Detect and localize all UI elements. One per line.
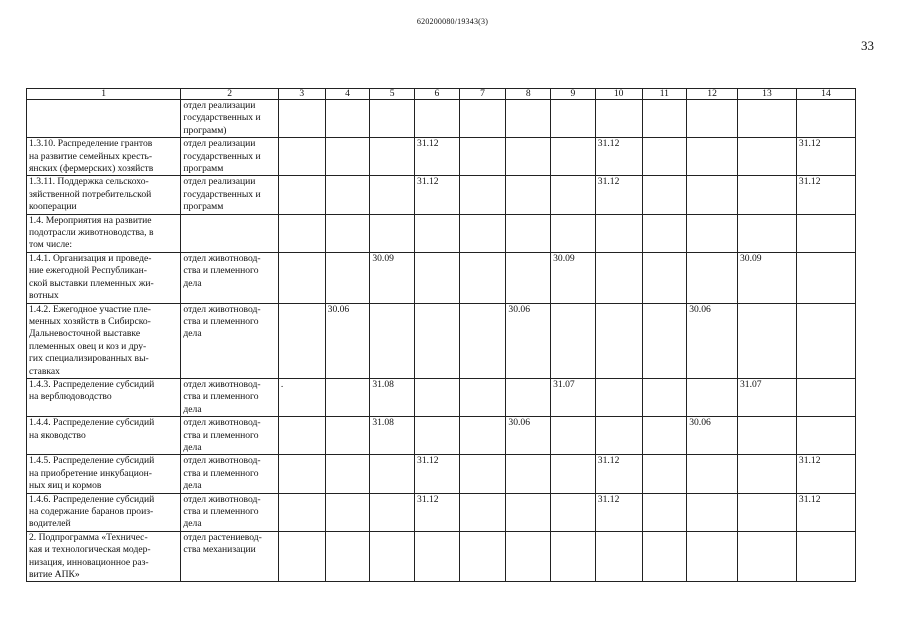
- deadline-cell: [415, 378, 460, 416]
- activity-cell: 1.4. Мероприятия на развитие подотрасли животноводства, в том числе:: [27, 214, 181, 252]
- deadline-cell: [595, 303, 642, 378]
- deadline-cell: 31.07: [737, 378, 796, 416]
- deadline-cell: [325, 455, 370, 493]
- deadline-cell: [737, 417, 796, 455]
- deadline-cell: [551, 455, 596, 493]
- deadline-cell: [737, 455, 796, 493]
- deadline-cell: 31.08: [370, 417, 415, 455]
- column-header: 12: [687, 89, 738, 100]
- deadline-cell: [642, 493, 687, 531]
- deadline-cell: [278, 303, 325, 378]
- deadline-cell: [642, 531, 687, 582]
- deadline-cell: [278, 214, 325, 252]
- deadline-cell: [687, 378, 738, 416]
- deadline-cell: 30.06: [687, 417, 738, 455]
- deadline-cell: 30.06: [687, 303, 738, 378]
- column-header: 10: [595, 89, 642, 100]
- deadline-cell: [506, 378, 551, 416]
- deadline-cell: [370, 100, 415, 138]
- deadline-cell: [796, 100, 855, 138]
- deadline-cell: [595, 378, 642, 416]
- deadline-cell: [687, 138, 738, 176]
- deadline-cell: [506, 138, 551, 176]
- column-header: 2: [181, 89, 279, 100]
- deadline-cell: [278, 252, 325, 303]
- deadline-cell: 30.09: [737, 252, 796, 303]
- deadline-cell: [370, 493, 415, 531]
- column-header: 14: [796, 89, 855, 100]
- deadline-cell: [415, 252, 460, 303]
- activity-cell: 1.4.4. Распределение субсидий на яководство: [27, 417, 181, 455]
- deadline-cell: 31.12: [415, 138, 460, 176]
- deadline-cell: [370, 138, 415, 176]
- deadline-cell: [370, 303, 415, 378]
- table-row: [27, 455, 856, 493]
- deadline-cell: 31.12: [595, 455, 642, 493]
- deadline-cell: [415, 417, 460, 455]
- column-header: 1: [27, 89, 181, 100]
- deadline-cell: [551, 417, 596, 455]
- deadline-cell: [459, 138, 506, 176]
- deadline-cell: 30.09: [370, 252, 415, 303]
- column-header: 4: [325, 89, 370, 100]
- deadline-cell: 31.12: [796, 493, 855, 531]
- column-header: 11: [642, 89, 687, 100]
- deadline-cell: [459, 493, 506, 531]
- deadline-cell: [278, 493, 325, 531]
- activity-cell: 1.4.5. Распределение субсидий на приобретение инкубацион- ных яиц и кормов: [27, 455, 181, 493]
- table-row: [27, 493, 856, 531]
- deadline-cell: [796, 214, 855, 252]
- deadline-cell: [278, 531, 325, 582]
- deadline-cell: 31.08: [370, 378, 415, 416]
- deadline-cell: [642, 455, 687, 493]
- deadline-cell: [551, 138, 596, 176]
- deadline-cell: [737, 100, 796, 138]
- deadline-cell: [642, 252, 687, 303]
- deadline-cell: [506, 455, 551, 493]
- table-row: [27, 303, 856, 378]
- deadline-cell: [796, 252, 855, 303]
- column-header: 7: [459, 89, 506, 100]
- deadline-cell: [325, 417, 370, 455]
- deadline-cell: [459, 303, 506, 378]
- deadline-cell: [459, 176, 506, 214]
- deadline-cell: [551, 100, 596, 138]
- deadline-cell: [506, 100, 551, 138]
- deadline-cell: [737, 138, 796, 176]
- deadline-cell: [506, 176, 551, 214]
- deadline-cell: [506, 252, 551, 303]
- table-header-row: [27, 89, 856, 100]
- table-row: [27, 252, 856, 303]
- deadline-cell: [796, 531, 855, 582]
- deadline-cell: .: [278, 378, 325, 416]
- department-cell: отдел растениевод- ства механизации: [181, 531, 279, 582]
- deadline-cell: [459, 214, 506, 252]
- deadline-cell: [506, 531, 551, 582]
- column-header: 6: [415, 89, 460, 100]
- document-id: 620200080/19343(3): [416, 17, 489, 26]
- table-row: [27, 531, 856, 582]
- department-cell: отдел животновод- ства и племенного дела: [181, 252, 279, 303]
- column-header: 9: [551, 89, 596, 100]
- deadline-cell: [642, 214, 687, 252]
- deadline-cell: [595, 100, 642, 138]
- deadline-cell: [325, 493, 370, 531]
- schedule-table: [26, 88, 856, 582]
- deadline-cell: [737, 214, 796, 252]
- deadline-cell: 30.09: [551, 252, 596, 303]
- deadline-cell: 30.06: [506, 417, 551, 455]
- department-cell: отдел животновод- ства и племенного дела: [181, 303, 279, 378]
- deadline-cell: 31.12: [415, 493, 460, 531]
- deadline-cell: [325, 138, 370, 176]
- deadline-cell: [459, 417, 506, 455]
- deadline-cell: [642, 378, 687, 416]
- deadline-cell: [459, 378, 506, 416]
- column-header: 13: [737, 89, 796, 100]
- deadline-cell: [551, 493, 596, 531]
- deadline-cell: [325, 531, 370, 582]
- deadline-cell: [687, 176, 738, 214]
- department-cell: отдел реализации государственных и программ: [181, 176, 279, 214]
- department-cell: отдел животновод- ства и племенного дела: [181, 493, 279, 531]
- deadline-cell: [459, 531, 506, 582]
- deadline-cell: 31.12: [796, 455, 855, 493]
- deadline-cell: [737, 176, 796, 214]
- deadline-cell: [687, 252, 738, 303]
- deadline-cell: [370, 455, 415, 493]
- deadline-cell: [506, 214, 551, 252]
- deadline-cell: [278, 176, 325, 214]
- activity-cell: 1.4.1. Организация и проведе- ние ежегодной Республикан- ской выставки племенных жи- вотных: [27, 252, 181, 303]
- deadline-cell: [737, 493, 796, 531]
- deadline-cell: [459, 100, 506, 138]
- deadline-cell: [459, 252, 506, 303]
- deadline-cell: [642, 138, 687, 176]
- deadline-cell: [278, 138, 325, 176]
- department-cell: отдел реализации государственных и программ: [181, 138, 279, 176]
- deadline-cell: 31.07: [551, 378, 596, 416]
- deadline-cell: [551, 303, 596, 378]
- deadline-cell: [595, 417, 642, 455]
- deadline-cell: [687, 455, 738, 493]
- table-row: [27, 378, 856, 416]
- department-cell: отдел реализации государственных и программ): [181, 100, 279, 138]
- deadline-cell: [642, 303, 687, 378]
- deadline-cell: [278, 417, 325, 455]
- deadline-cell: [370, 531, 415, 582]
- deadline-cell: [642, 100, 687, 138]
- deadline-cell: 31.12: [415, 455, 460, 493]
- table-body: [27, 100, 856, 582]
- deadline-cell: [325, 214, 370, 252]
- table-row: [27, 138, 856, 176]
- deadline-cell: [595, 531, 642, 582]
- deadline-cell: [459, 455, 506, 493]
- deadline-cell: [687, 531, 738, 582]
- department-cell: [181, 214, 279, 252]
- activity-cell: [27, 100, 181, 138]
- deadline-cell: 31.12: [796, 138, 855, 176]
- deadline-cell: [595, 214, 642, 252]
- deadline-cell: [415, 303, 460, 378]
- deadline-cell: [506, 493, 551, 531]
- department-cell: отдел животновод- ства и племенного дела: [181, 417, 279, 455]
- deadline-cell: [325, 176, 370, 214]
- deadline-cell: 31.12: [595, 138, 642, 176]
- column-header: 5: [370, 89, 415, 100]
- deadline-cell: [642, 417, 687, 455]
- deadline-cell: [551, 214, 596, 252]
- table-row: [27, 176, 856, 214]
- deadline-cell: [325, 378, 370, 416]
- activity-cell: 1.3.10. Распределение грантов на развитие семейных кресть- янских (фермерских) хозяйств: [27, 138, 181, 176]
- table-row: [27, 214, 856, 252]
- department-cell: отдел животновод- ства и племенного дела: [181, 378, 279, 416]
- deadline-cell: [687, 214, 738, 252]
- deadline-cell: [796, 303, 855, 378]
- deadline-cell: [325, 252, 370, 303]
- deadline-cell: 31.12: [415, 176, 460, 214]
- activity-cell: 1.4.3. Распределение субсидий на верблюдоводство: [27, 378, 181, 416]
- deadline-cell: [687, 493, 738, 531]
- deadline-cell: [737, 303, 796, 378]
- activity-cell: 1.4.2. Ежегодное участие пле- менных хозяйств в Сибирско- Дальневосточной выставке племенных овец и коз и дру- гих специализированных вы- ставках: [27, 303, 181, 378]
- deadline-cell: 30.06: [506, 303, 551, 378]
- deadline-cell: [642, 176, 687, 214]
- activity-cell: 1.3.11. Поддержка сельскохо- зяйственной потребительской кооперации: [27, 176, 181, 214]
- deadline-cell: [370, 176, 415, 214]
- column-header: 3: [278, 89, 325, 100]
- table-row: [27, 100, 856, 138]
- deadline-cell: [737, 531, 796, 582]
- deadline-cell: [796, 417, 855, 455]
- deadline-cell: 31.12: [595, 176, 642, 214]
- deadline-cell: [551, 176, 596, 214]
- deadline-cell: [415, 531, 460, 582]
- deadline-cell: [415, 100, 460, 138]
- deadline-cell: [551, 531, 596, 582]
- deadline-cell: [278, 100, 325, 138]
- table-row: [27, 417, 856, 455]
- activity-cell: 2. Подпрограмма «Техничес- кая и технологическая модер- низация, инновационное раз- витие АПК»: [27, 531, 181, 582]
- deadline-cell: [796, 378, 855, 416]
- deadline-cell: [370, 214, 415, 252]
- deadline-cell: 31.12: [796, 176, 855, 214]
- page-number: 33: [861, 38, 874, 53]
- column-header: 8: [506, 89, 551, 100]
- deadline-cell: 31.12: [595, 493, 642, 531]
- activity-cell: 1.4.6. Распределение субсидий на содержание баранов произ- водителей: [27, 493, 181, 531]
- department-cell: отдел животновод- ства и племенного дела: [181, 455, 279, 493]
- deadline-cell: 30.06: [325, 303, 370, 378]
- deadline-cell: [687, 100, 738, 138]
- deadline-cell: [278, 455, 325, 493]
- deadline-cell: [325, 100, 370, 138]
- deadline-cell: [595, 252, 642, 303]
- deadline-cell: [415, 214, 460, 252]
